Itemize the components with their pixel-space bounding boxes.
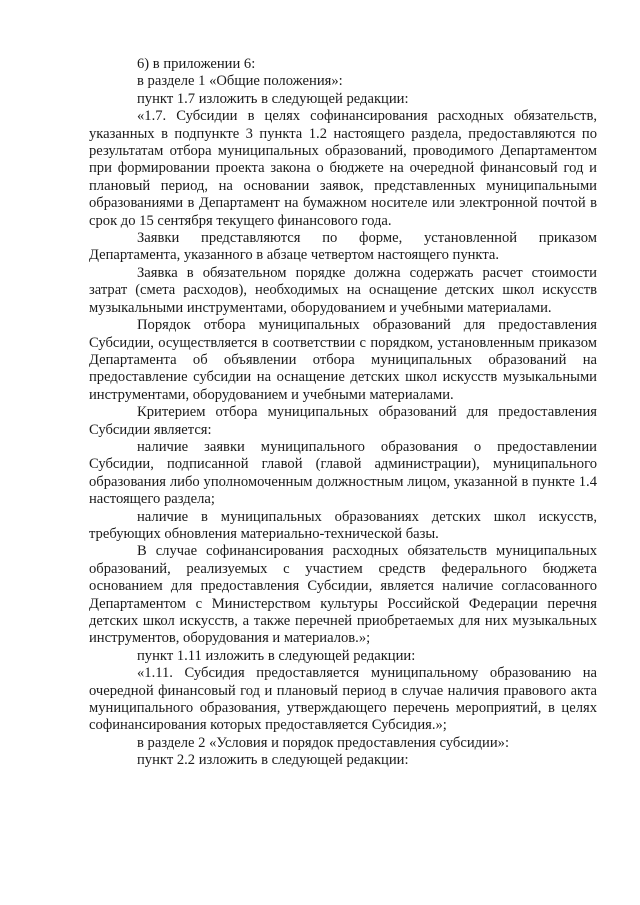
- paragraph-section-2: в разделе 2 «Условия и порядок предоставления субсидии»:: [137, 734, 510, 751]
- paragraph-application-contents: Заявка в обязательном порядке должна содержать расчет стоимости затрат (смета расходов), необходимых на оснащение детских школ искусств музыкальными инструментами, оборудованием и учебными материалами.: [89, 264, 597, 316]
- document-page: [89, 56, 597, 770]
- paragraph-item-1-11-text: «1.11. Субсидия предоставляется муниципальному образованию на очередной финансовый год и плановый период в случае наличия правового акта муниципального образования, утверждающего перечень мероприятий, в целях софинансирования которых предоставляется Субсидия.»;: [89, 665, 597, 734]
- paragraph-selection-procedure: Порядок отбора муниципальных образований для предоставления Субсидии, осуществляется в соответствии с порядком, установленным приказом Департамента об объявлении отбора муниципальных образований на предоставление субсидии на оснащение детских школ искусств музыкальными инструментами, оборудованием и учебными материалами.: [89, 317, 597, 403]
- paragraph-criterion-schools: наличие в муниципальных образованиях детских школ искусств, требующих обновления материально-технической базы.: [89, 508, 597, 542]
- paragraph-item-1-11-intro: пункт 1.11 изложить в следующей редакции:: [137, 647, 416, 664]
- paragraph-applications-form: Заявки представляются по форме, установленной приказом Департамента, указанного в абзаце четвертом настоящего пункта.: [89, 230, 597, 264]
- paragraph-item-1-7-intro: пункт 1.7 изложить в следующей редакции:: [137, 90, 409, 107]
- paragraph-federal-cofinancing: В случае софинансирования расходных обязательств муниципальных образований, реализуемых с участием средств федерального бюджета основанием для предоставления Субсидии, является наличие согласованного Департаментом с Министерством культуры Российской Федерации перечня детских школ искусств, а также перечней приобретаемых для них музыкальных инструментов, оборудования и материалов.»;: [89, 543, 597, 647]
- paragraph-item-2-2-intro: пункт 2.2 изложить в следующей редакции:: [137, 752, 409, 769]
- paragraph-section-1: в разделе 1 «Общие положения»:: [137, 73, 343, 90]
- paragraph-selection-criterion: Критерием отбора муниципальных образований для предоставления Субсидии является:: [89, 404, 597, 438]
- paragraph-appendix-6: 6) в приложении 6:: [137, 56, 256, 72]
- paragraph-item-1-7-text: «1.7. Субсидии в целях софинансирования расходных обязательств, указанных в подпункте 3 пункта 1.2 настоящего раздела, предоставляются по результатам отбора муниципальных образований, проводимого Департаментом при формировании проекта закона о бюджете на очередной финансовый год и плановый период, на основании заявок, представленных муниципальными образованиями в Департамент на бумажном носителе или электронной почтой в срок до 15 сентября текущего финансового года.: [89, 108, 597, 229]
- paragraph-criterion-application: наличие заявки муниципального образования о предоставлении Субсидии, подписанной главой (главой администрации), муниципального образования либо уполномоченным должностным лицом, указанной в пункте 1.4 настоящего раздела;: [89, 438, 597, 508]
